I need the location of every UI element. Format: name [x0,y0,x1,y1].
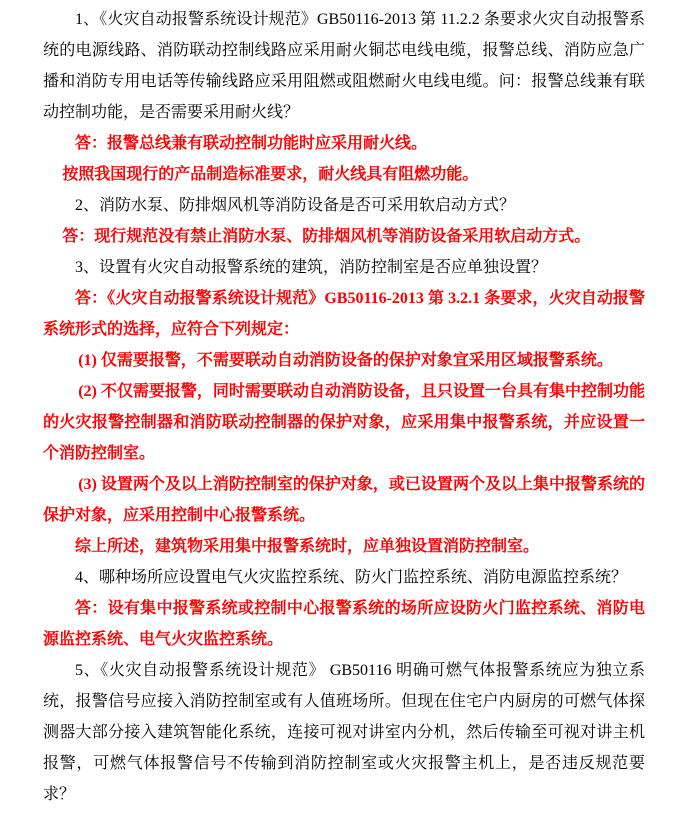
answer-3-item-1: (1) 仅需要报警，不需要联动自动消防设备的保护对象宜采用区域报警系统。 [78,352,613,369]
question-4: 4、哪种场所应设置电气火灾监控系统、防火门监控系统、消防电源监控系统？ [75,569,628,586]
answer-3-intro: 答：《火灾自动报警系统设计规范》GB50116-2013 第 3.2.1 条要求，火灾自动报警系统形式的选择，应符合下列规定： [43,290,645,338]
question-3: 3、设置有火灾自动报警系统的建筑，消防控制室是否应单独设置？ [75,259,548,276]
answer-2: 答：现行规范没有禁止消防水泵、防排烟风机等消防设备采用软启动方式。 [62,228,591,245]
answer-1-part-1: 答：报警总线兼有联动控制功能时应采用耐火线。 [75,135,428,152]
answer-3-item-2: (2) 不仅需要报警，同时需要联动自动消防设备，且只设置一台具有集中控制功能的火灾报警控制器和消防联动控制器的保护对象，应采用集中报警系统，并应设置一个消防控制室。 [43,383,645,462]
answer-3-summary: 综上所述，建筑物采用集中报警系统时，应单独设置消防控制室。 [75,538,540,555]
answer-3-item-3: (3) 设置两个及以上消防控制室的保护对象，或已设置两个及以上集中报警系统的保护对象，应采用控制中心报警系统。 [43,476,645,524]
answer-4: 答：设有集中报警系统或控制中心报警系统的场所应设防火门监控系统、消防电源监控系统、电气火灾监控系统。 [43,600,645,648]
question-5: 5、《火灾自动报警系统设计规范》 GB50116 明确可燃气体报警系统应为独立系统，报警信号应接入消防控制室或有人值班场所。但现在住宅户内厨房的可燃气体探测器大部分接入建筑智能化系统，连接可视对讲室内分机，然后传输至可视对讲主机报警，可燃气体报警信号不传输到消防控制室或火灾报警主机上，是否违反规范要求？ [43,662,645,803]
question-2: 2、消防水泵、防排烟风机等消防设备是否可采用软启动方式？ [75,197,516,214]
question-1: 1、《火灾自动报警系统设计规范》GB50116-2013 第 11.2.2 条要求火灾自动报警系统的电源线路、消防联动控制线路应采用耐火铜芯电线电缆，报警总线、消防应急广播和消防专用电话等传输线路应采用阻燃或阻燃耐火电线电缆。问：报警总线兼有联动控制功能，是否需要采用耐火线？ [43,11,645,121]
answer-1-part-2: 按照我国现行的产品制造标准要求，耐火线具有阻燃功能。 [62,166,479,183]
